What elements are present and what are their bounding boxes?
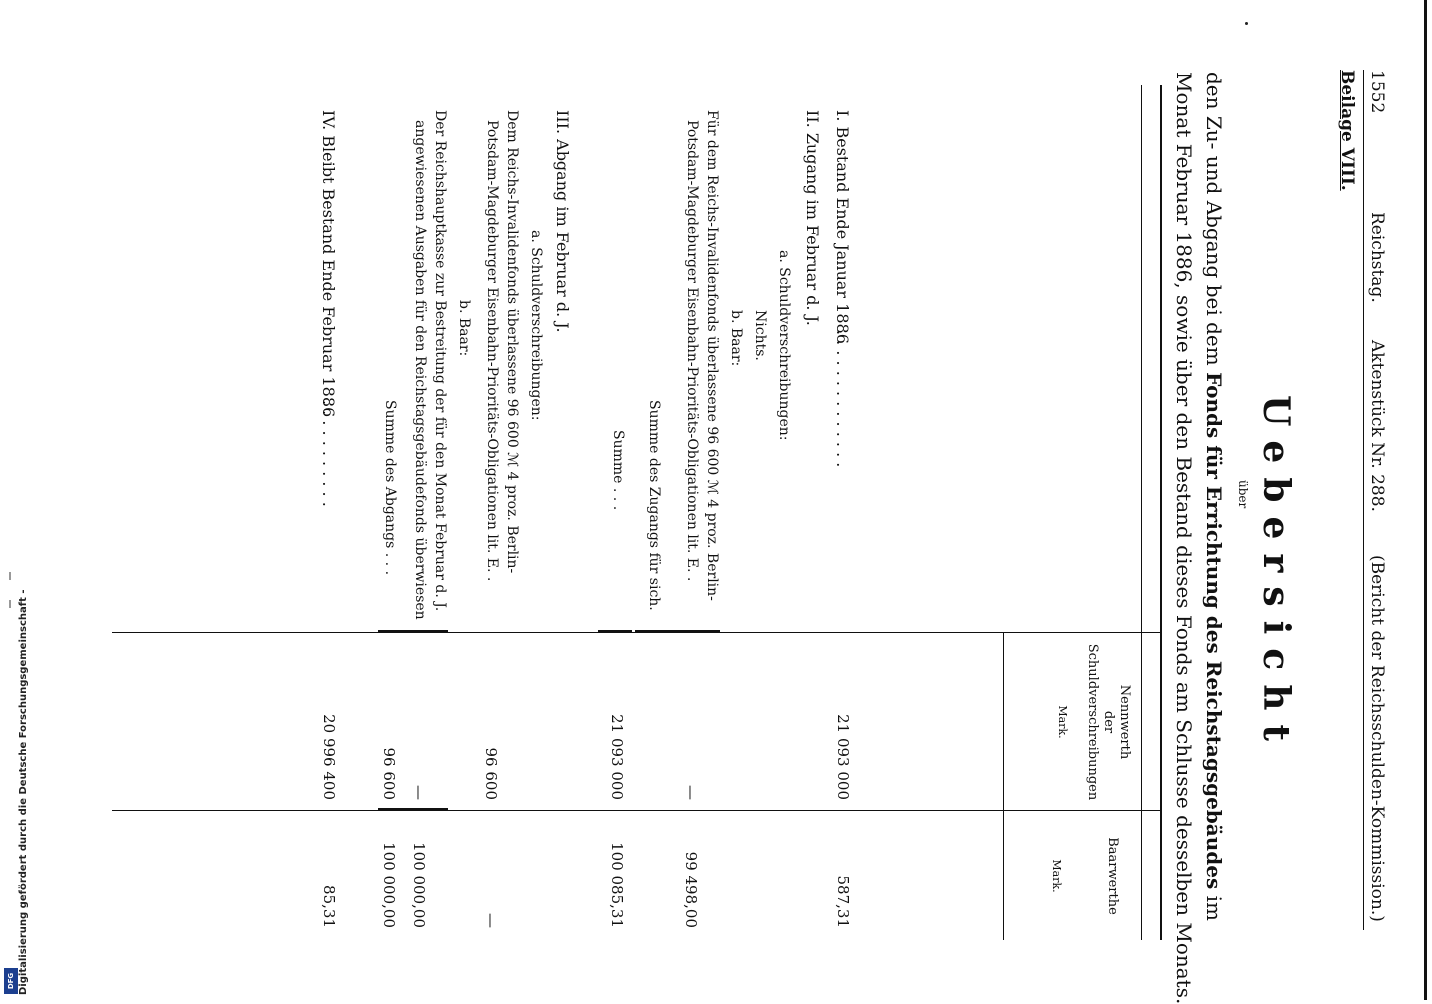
bestand-februar-nominal: 20 996 400 — [320, 714, 338, 800]
zugang-sum-label: Summe des Zugangs für sich. — [646, 400, 662, 611]
abgang-b-cash: 100 000,00 — [410, 842, 428, 928]
zugang-a-label: a. Schuldverschreibungen: — [776, 250, 792, 441]
nominal-header: Nennwerth der Schuldverschreibungen Mark. — [1056, 643, 1132, 801]
row-zugang: II. Zugang im Februar d. J. — [803, 110, 822, 326]
zugang-b-text2: Potsdam-Magdeburger Eisenbahn-Prioritäts-Obligationen lit. E. . — [684, 120, 700, 582]
row-abgang: III. Abgang im Februar d. J. — [553, 110, 572, 333]
zugang-a-value: Nichts. — [752, 310, 768, 361]
abgang-a-nominal: 96 600 — [482, 747, 500, 800]
document-title: Uebersicht — [1255, 395, 1297, 756]
scan-marks — [8, 570, 20, 610]
header-rule — [1363, 70, 1364, 930]
col-divider-2 — [112, 810, 1162, 811]
subtitle-fonds: Fonds für Errichtung des Reichstagsgebäudes — [1202, 372, 1226, 890]
summe-label: Summe . . . — [610, 430, 626, 511]
row-bestand-februar-dots: . . . . . . . . . . . — [319, 400, 338, 507]
bestand-januar-cash: 587,31 — [834, 875, 852, 928]
abgang-sum-label: Summe des Abgangs . . . — [382, 400, 398, 576]
beilage-label: Beilage VIII. — [1337, 70, 1357, 191]
abgang-bracket-1 — [378, 630, 448, 632]
akten-number: Aktenstück Nr. 288. — [1367, 340, 1387, 512]
zugang-bracket — [635, 630, 720, 632]
abgang-a-text1: Dem Reichs-Invalidenfonds überlassene 96 600 ℳ 4 proz. Berlin- — [504, 110, 520, 574]
page-number: 1552 — [1367, 70, 1387, 114]
dfg-logo: DFG — [4, 968, 18, 994]
subtitle-line1 — [1202, 72, 1226, 921]
cash-header: Baarwerthe Mark. — [1050, 837, 1120, 915]
ueber-text: über — [1236, 480, 1250, 509]
abgang-sum-cash: 100 000,00 — [380, 842, 398, 928]
summe-bracket — [598, 630, 632, 632]
abgang-b-label: b. Baar: — [456, 300, 472, 357]
summe-cash: 100 085,31 — [608, 842, 626, 928]
publisher: Reichstag. — [1367, 212, 1387, 303]
zugang-b-nominal: — — [682, 785, 700, 800]
zugang-b-cash: 99 498,00 — [682, 851, 700, 928]
row-bestand-januar: I. Bestand Ende Januar 1886 — [833, 110, 852, 344]
bestand-februar-cash: 85,31 — [320, 885, 338, 928]
digitization-footer — [0, 0, 29, 1000]
row-bestand-januar-dots: . . . . . . . . . . . . . . — [833, 330, 852, 468]
col-head-bottom — [1003, 632, 1004, 940]
abgang-b-text2: angewiesenen Ausgaben für den Reichstagsgebäudefonds überwiesen — [412, 120, 428, 620]
abgang-b-nominal: — — [410, 785, 428, 800]
abgang-sum-nominal: 96 600 — [380, 747, 398, 800]
zugang-b-label: b. Baar: — [728, 310, 744, 367]
subtitle-part-a: den Zu- und Abgang bei dem — [1202, 72, 1226, 366]
table-head-rule — [1141, 85, 1142, 940]
subtitle-line2: Monat Februar 1886, sowie über den Bestand dieses Fonds am Schlusse desselben Monats. — [1172, 72, 1196, 1004]
zugang-b-text1: Für dem Reichs-Invalidenfonds überlassene 96 600 ℳ 4 proz. Berlin- — [704, 110, 720, 601]
footer-text: Digitalisierung gefördert durch die Deutsche Forschungsgemeinschaft - — [18, 589, 29, 995]
abgang-a-text2: Potsdam-Magdeburger Eisenbahn-Prioritäts-Obligationen lit. E. . — [484, 120, 500, 582]
abgang-bracket-2 — [378, 808, 448, 810]
subtitle-part-c: im — [1202, 895, 1226, 921]
report-name: (Bericht der Reichsschulden-Kommission.) — [1367, 555, 1387, 922]
bestand-januar-nominal: 21 093 000 — [834, 714, 852, 800]
col-divider-1 — [112, 632, 1162, 633]
abgang-b-text1: Der Reichshauptkasse zur Bestreitung der für den Monat Februar d. J. — [432, 110, 448, 612]
summe-nominal: 21 093 000 — [608, 714, 626, 800]
abgang-a-label: a. Schuldverschreibungen: — [528, 230, 544, 421]
abgang-a-cash: — — [482, 913, 500, 928]
table-top-rule — [1160, 85, 1162, 940]
row-bestand-februar: IV. Bleibt Bestand Ende Februar 1886 — [319, 110, 338, 418]
